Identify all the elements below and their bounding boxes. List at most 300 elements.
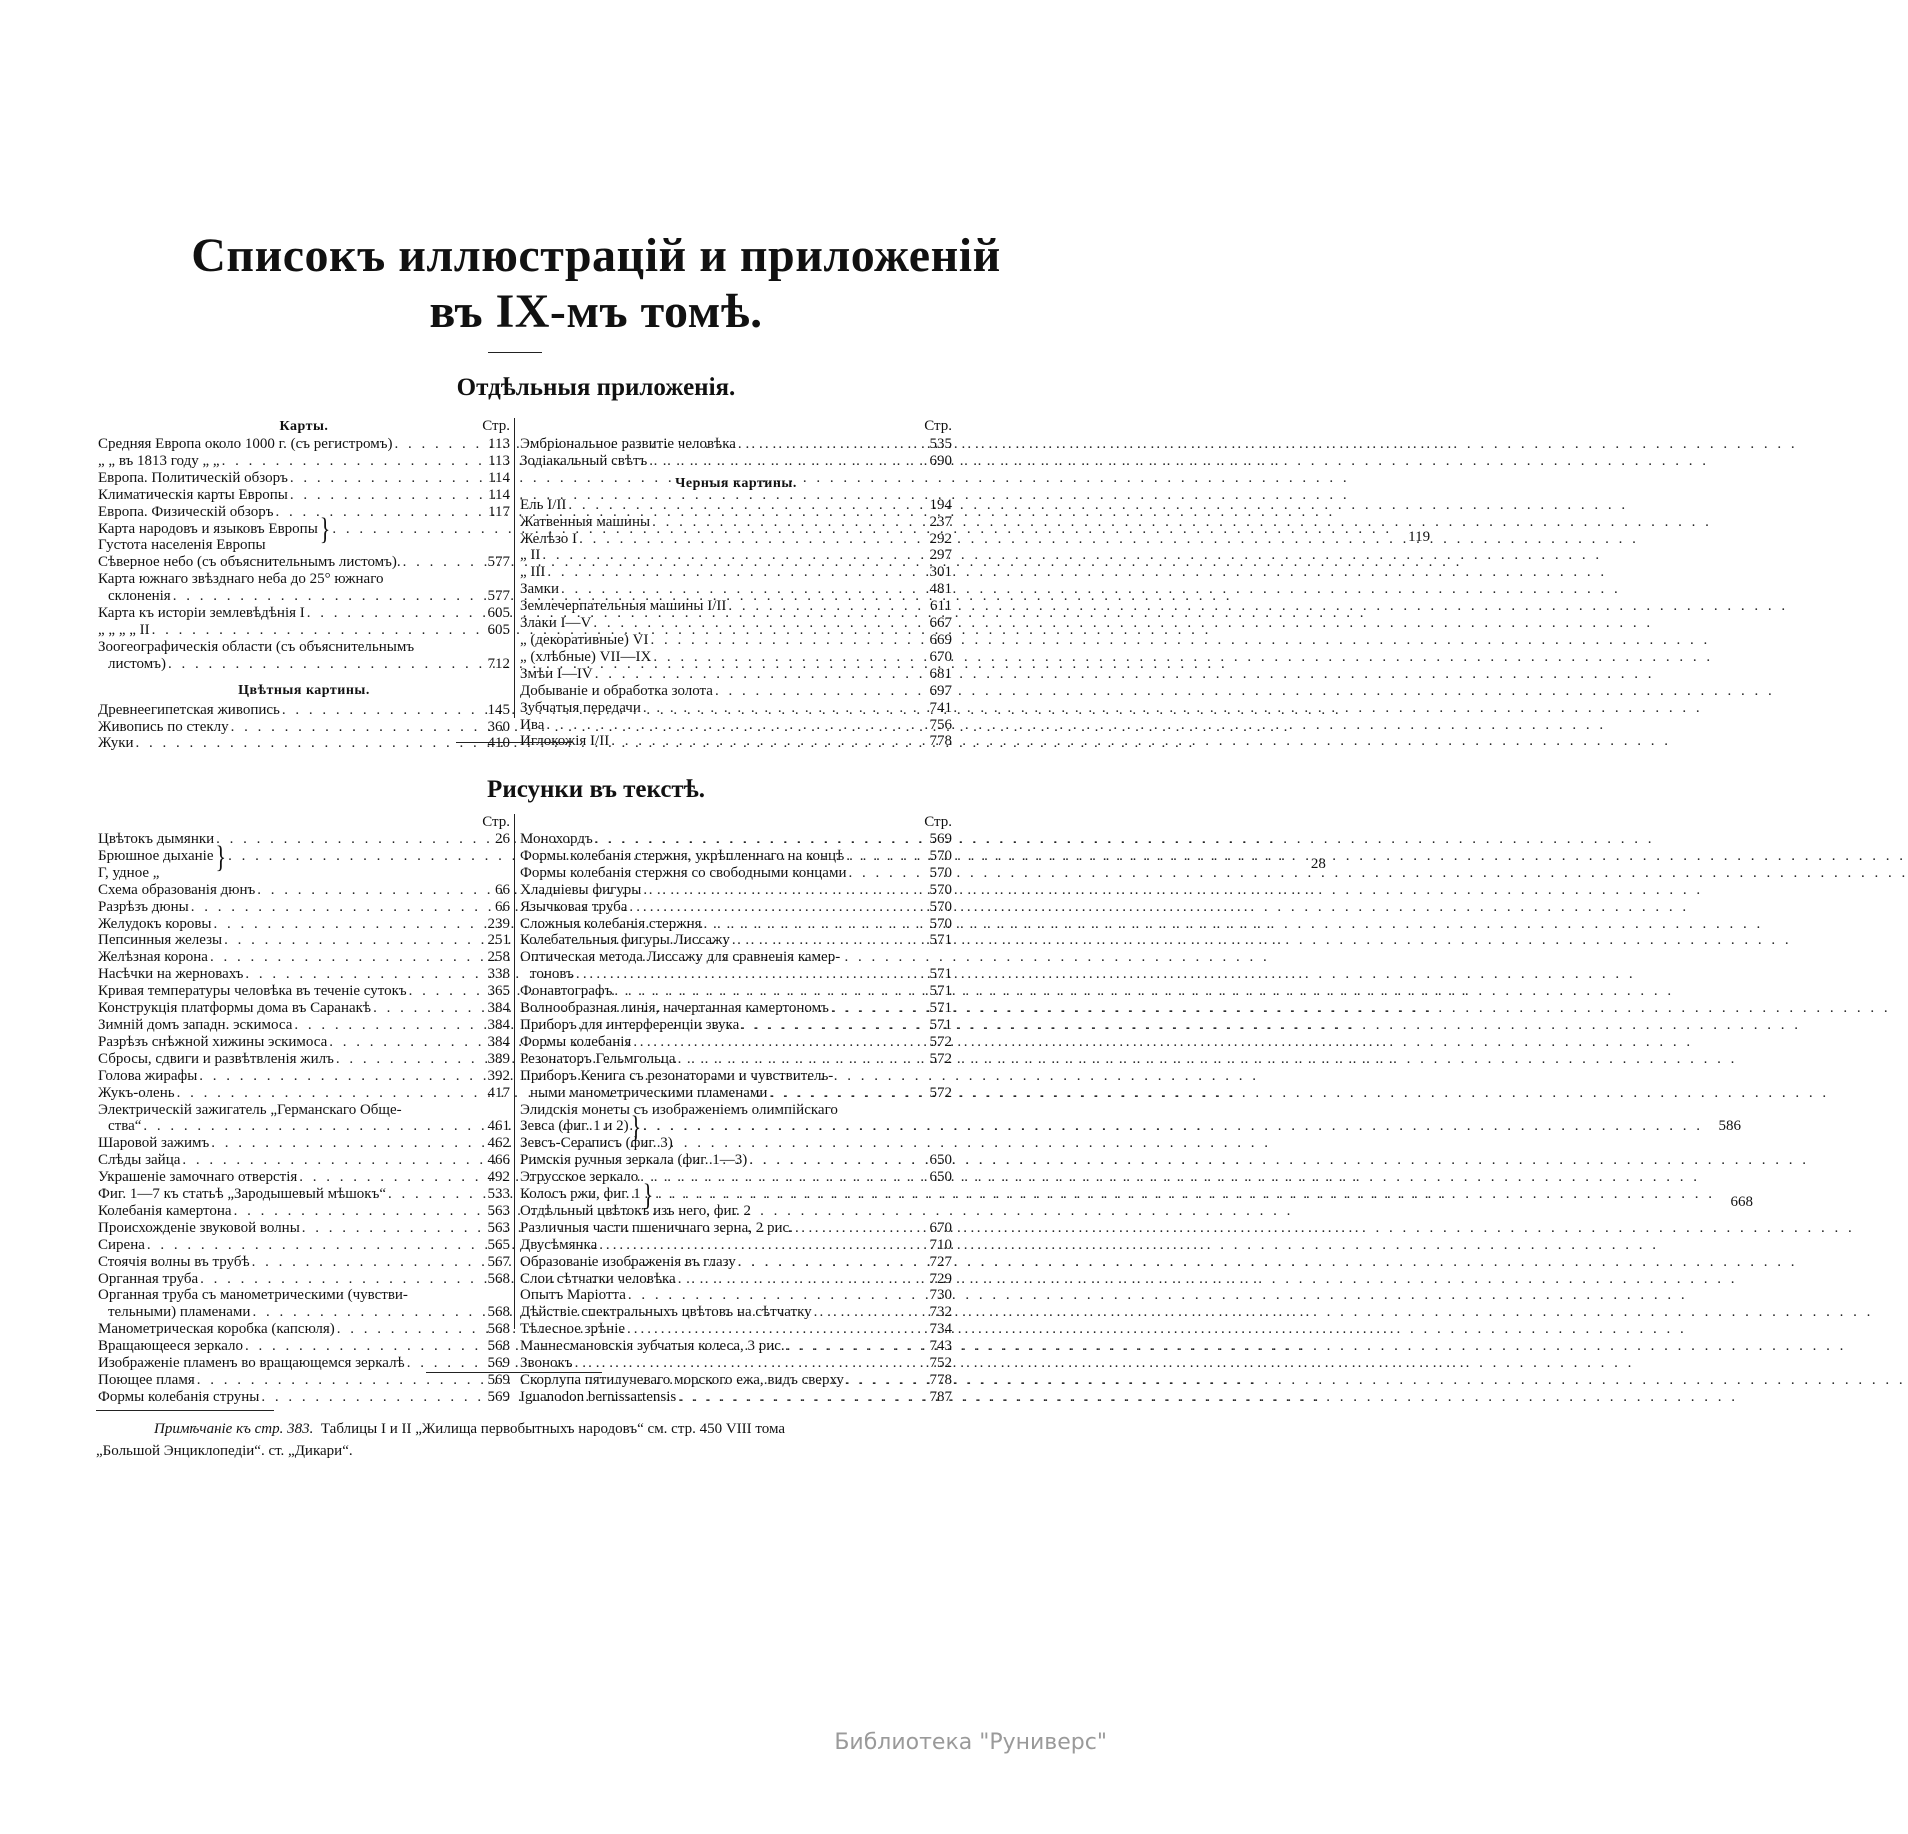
list-item [98, 1034, 510, 1051]
leader-dots [627, 1321, 914, 1338]
leader-dots [643, 700, 914, 717]
leader-dots [216, 831, 472, 848]
page-number: 756 [929, 716, 952, 733]
list-item [520, 700, 952, 717]
list-item-line [520, 949, 952, 966]
page-number: 569 [487, 1388, 510, 1405]
list-item-text: Фонавтографъ [520, 983, 613, 1000]
page-number: 570 [929, 915, 952, 932]
list-item-text: Зевсъ-Сераписъ (фиг. 3) [520, 1135, 673, 1152]
list-item [520, 916, 952, 933]
list-item-text: Замки [520, 581, 559, 598]
list-item-text: Живопись по стеклу [98, 718, 229, 735]
leader-dots [177, 1085, 472, 1102]
leader-dots [579, 531, 914, 548]
leader-dots [738, 436, 914, 453]
list-item-text: „ „ въ 1813 году „ „ [98, 452, 220, 469]
list-item-text: ными манометрическими пламенами [530, 1084, 768, 1101]
leader-dots [629, 899, 914, 916]
page-number: 577 [487, 554, 510, 571]
list-item [98, 605, 510, 622]
page-number: 571 [929, 1000, 952, 1017]
leader-dots [547, 564, 914, 581]
leader-dots [143, 1118, 472, 1135]
leader-dots [614, 983, 914, 1000]
page-number: 360 [487, 718, 510, 735]
page-number: 778 [929, 733, 952, 750]
list-item-text: „ (декоративные) VI [520, 631, 649, 648]
list-item-text: Звонокъ [520, 1355, 573, 1372]
list-item [520, 1152, 952, 1169]
page-number: 697 [929, 682, 952, 699]
list-item-text: Отдѣльный цвѣтокъ изъ него, фиг. 2 [520, 1202, 751, 1219]
list-item [520, 733, 952, 750]
page-number: 569 [487, 1372, 510, 1388]
page-number: 670 [929, 648, 952, 665]
page-number: 194 [929, 496, 952, 513]
page-number: 26 [495, 831, 510, 847]
leader-dots [373, 1000, 472, 1017]
footnote-rule [96, 1410, 274, 1411]
library-watermark: Библиотека "Руниверс" [834, 1730, 1107, 1755]
leader-dots [593, 615, 914, 632]
page-number: 570 [929, 881, 952, 898]
page-number: 461 [487, 1118, 510, 1135]
column-divider [514, 418, 515, 718]
list-item [98, 436, 510, 453]
list-item-text: Разрѣзъ снѣжной хижины эскимоса [98, 1033, 328, 1050]
list-item [98, 470, 510, 487]
list-item [520, 1237, 952, 1254]
list-item-text: Манометрическая коробка (капсюля) [98, 1321, 335, 1338]
list-item-text: Густота населенія Европы [98, 537, 266, 554]
list-item-text: Хладніевы фигуры [520, 881, 642, 898]
page-number: 301 [929, 564, 952, 581]
page-number: 410 [487, 735, 510, 752]
list-item-text: Iguanodon bernissartensis [520, 1388, 677, 1405]
list-item-text: Монохордъ [520, 831, 593, 847]
list-item-line [98, 1287, 510, 1304]
list-item [98, 949, 510, 966]
page-number: 571 [929, 932, 952, 949]
list-item-text: Сбросы, сдвиги и развѣтвленія жилъ [98, 1050, 334, 1067]
list-item [98, 1203, 510, 1220]
list-item [520, 1034, 952, 1051]
list-item-text: Опытъ Маріотта [520, 1287, 626, 1304]
list-item [520, 649, 952, 666]
page-number: 365 [487, 983, 510, 1000]
list-item-text: Добываніе и обработка золота [520, 682, 713, 699]
list-item [98, 1389, 510, 1406]
leader-dots [848, 865, 914, 882]
page-title-line2: въ IX-мъ томѣ. [429, 285, 763, 338]
leader-dots [728, 598, 914, 615]
group-lines [520, 1102, 1705, 1153]
list-item-text: Пепсинныя железы [98, 932, 223, 949]
list-item [520, 1355, 952, 1372]
list-item-text: „ III [520, 564, 546, 581]
list-item-text: Волнообразная линія, начертанная камертономъ [520, 1000, 829, 1017]
leader-dots [182, 1152, 472, 1169]
page-number: 732 [929, 1304, 952, 1321]
list-item-text: Жуки [98, 735, 134, 752]
page-number: 568 [487, 1321, 510, 1338]
leader-dots [403, 554, 472, 571]
page-number: 481 [929, 581, 952, 598]
list-item [98, 554, 510, 571]
list-item-text: Европа. Политическій обзоръ [98, 469, 288, 486]
page-number: 670 [929, 1219, 952, 1236]
list-item [520, 1254, 952, 1271]
list-item [98, 1051, 510, 1068]
list-item-line [520, 1203, 1717, 1220]
list-item [520, 932, 952, 949]
list-item [520, 949, 952, 983]
list-item-line [98, 1118, 510, 1135]
leader-dots [678, 1389, 914, 1406]
leader-dots [234, 1203, 472, 1220]
list-item [98, 983, 510, 1000]
leader-dots [678, 1271, 914, 1288]
list-item-text: Средняя Европа около 1000 г. (съ регистромъ) [98, 436, 393, 452]
leader-dots [640, 1169, 914, 1186]
leader-dots [611, 733, 914, 750]
list-item-text: Слѣды зайца [98, 1152, 181, 1169]
list-item-line [520, 1135, 1705, 1152]
page-number: 462 [487, 1135, 510, 1152]
page-number: 384 [487, 1016, 510, 1033]
page-number: 114 [488, 469, 510, 486]
page-number: 533 [487, 1186, 510, 1203]
leader-dots [214, 916, 473, 933]
page-number: 569 [929, 831, 952, 847]
page-number: 258 [487, 949, 510, 966]
page-number: 568 [487, 1304, 510, 1321]
list-item [98, 453, 510, 470]
subhead-color-plates: Цвѣтныя картины. [238, 682, 370, 698]
page-number: 570 [929, 898, 952, 915]
list-item-text: Г, удное „ [98, 864, 160, 881]
footnote-text-line2: „Большой Энциклопедіи“. ст. „Дикари“. [96, 1443, 353, 1459]
list-item-text: Карта народовъ и языковъ Европы [98, 520, 318, 537]
page-number: 727 [929, 1253, 952, 1270]
leader-dots [231, 719, 472, 736]
section-heading-appendices: Отдѣльныя приложенія. [456, 374, 736, 401]
page-number: 563 [487, 1219, 510, 1236]
leader-dots [655, 1186, 1715, 1203]
leader-dots [290, 470, 472, 487]
list-item [520, 1051, 952, 1068]
list-item [98, 1355, 510, 1372]
leader-dots [222, 453, 472, 470]
list-item-text: тоновъ [530, 966, 574, 983]
list-item-text: Иглокожія I/II [520, 733, 610, 750]
list-item-text: Зодіакальный свѣтъ [520, 452, 648, 469]
page-number: 251 [487, 932, 510, 949]
list-item [520, 1169, 952, 1186]
page-number: 292 [929, 530, 952, 547]
brace: } [630, 1109, 642, 1145]
list-item [520, 564, 952, 581]
list-item-text: Приборъ Кенига съ резонаторами и чувствитель- [520, 1067, 834, 1084]
list-item [520, 831, 952, 848]
page-number: 690 [929, 452, 952, 469]
list-item [98, 916, 510, 933]
list-item [520, 1068, 952, 1102]
list-item-text: Органная труба [98, 1270, 199, 1287]
page-number: 668 [1730, 1194, 1753, 1211]
page-number: 119 [1408, 528, 1431, 545]
page-number: 114 [488, 486, 510, 503]
footnote-label: Примѣчаніе къ стр. 383. [154, 1421, 314, 1437]
list-item-text: Змѣи I—IV [520, 665, 593, 682]
leader-dots [275, 504, 472, 521]
list-item [98, 1186, 510, 1203]
list-item [520, 1271, 952, 1288]
list-item-text: Органная труба съ манометрическими (чувстви- [98, 1287, 408, 1304]
list-item [98, 1271, 510, 1288]
page-number: 565 [487, 1236, 510, 1253]
leader-dots [568, 497, 914, 514]
leader-dots [290, 487, 472, 504]
page-number: 669 [929, 631, 952, 648]
list-item [520, 666, 952, 683]
list-item-text: Происхожденіе звуковой волны [98, 1219, 300, 1236]
list-item [98, 882, 510, 899]
list-item-group [520, 1101, 1741, 1153]
list-item-text: Стоячія волны въ трубѣ [98, 1253, 250, 1270]
list-item-text: Карта къ исторіи землевѣдѣнія I [98, 605, 305, 622]
list-item-text: Зубчатыя передачи [520, 699, 641, 716]
page-number: 384 [487, 1000, 510, 1017]
page-header: Стр. [924, 814, 952, 830]
list-item [520, 514, 952, 531]
page-number: 535 [929, 436, 952, 452]
leader-dots [738, 1254, 914, 1271]
list-item-text: Брюшное дыханіе [98, 847, 214, 864]
leader-dots [831, 1000, 914, 1017]
page-number: 145 [487, 701, 510, 718]
leader-dots [152, 622, 472, 639]
page-number: 28 [1310, 856, 1326, 873]
list-item-text: Климатическія карты Европы [98, 486, 288, 503]
page-number: 392 [487, 1067, 510, 1084]
list-item-text: Формы колебанія [520, 1033, 632, 1050]
list-item-text: Сѣверное небо (съ объяснительнымъ листомъ). [98, 554, 401, 571]
leader-dots [595, 666, 914, 683]
page-number: 571 [929, 1016, 952, 1033]
list-item [98, 1321, 510, 1338]
list-item [520, 581, 952, 598]
leader-dots [787, 1338, 914, 1355]
leader-dots [715, 683, 914, 700]
page-number: 605 [487, 605, 510, 622]
list-item-text: Схема образованія дюнъ [98, 881, 256, 898]
list-item [98, 899, 510, 916]
page-number: 338 [487, 966, 510, 983]
page-number: 752 [929, 1355, 952, 1372]
list-item-text: Украшеніе замочнаго отверстія [98, 1169, 298, 1186]
list-item-text: Карта южнаго звѣзднаго неба до 25° южнаго [98, 571, 384, 588]
leader-dots [394, 436, 472, 453]
list-item-text: Сирена [98, 1236, 145, 1253]
appendices-right-column [520, 418, 952, 750]
list-item-text: Элидскія монеты съ изображеніемъ олимпійскаго [520, 1101, 838, 1118]
list-item [98, 1287, 510, 1321]
list-item [98, 487, 510, 504]
leader-dots [542, 547, 914, 564]
section-rule [456, 742, 572, 743]
leader-dots [307, 605, 472, 622]
page-number: 611 [930, 598, 952, 615]
leader-dots [814, 1304, 914, 1321]
page-number: 734 [929, 1321, 952, 1338]
subhead-maps: Карты. [279, 419, 329, 434]
list-item [98, 1169, 510, 1186]
list-item-text: Зоогеографическія области (съ объяснительнымъ [98, 638, 415, 655]
list-item-text: Цвѣтокъ дымянки [98, 831, 215, 847]
list-item-text: Оптическая метода Лиссажу для сравненія камер- [520, 949, 841, 966]
leader-dots [199, 1068, 472, 1085]
list-item [520, 1000, 952, 1017]
list-item-text: Маннесмановскія зубчатыя колеса, 3 рис. [520, 1338, 785, 1355]
list-item-text: Формы колебанія стержня, укрѣпленнаго на концѣ [520, 847, 845, 864]
footnote-text: Таблицы I и II „Жилища первобытныхъ народовъ“ см. стр. 450 VIII тома [320, 1421, 786, 1437]
page-number: 417 [487, 1084, 510, 1101]
leader-dots [210, 949, 472, 966]
list-item [98, 1372, 510, 1389]
page-number: 570 [929, 847, 952, 864]
page-number: 710 [929, 1236, 952, 1253]
leader-dots [197, 1372, 472, 1389]
list-item-text: Голова жирафы [98, 1067, 198, 1084]
list-item [520, 848, 952, 865]
list-item [98, 504, 510, 521]
leader-dots [200, 1271, 472, 1288]
subhead-black-plates: Черныя картины. [675, 475, 797, 491]
list-item [98, 1102, 510, 1136]
list-item-text: Тѣлесное зрѣніе [520, 1321, 626, 1338]
leader-dots [628, 1287, 914, 1304]
leader-dots [653, 649, 914, 666]
list-item-text: „ II [520, 547, 541, 564]
list-item-text: Колебательныя фигуры Лиссажу [520, 932, 730, 949]
page-number: 741 [929, 699, 952, 716]
leader-dots [299, 1169, 472, 1186]
section-rule [426, 1372, 602, 1373]
leader-dots [741, 1017, 914, 1034]
page-number: 572 [929, 1084, 952, 1101]
list-item [520, 615, 952, 632]
list-item-text: Конструкція платформы дома въ Саранакѣ [98, 1000, 372, 1017]
page-number: 570 [929, 864, 952, 881]
leader-dots [599, 1237, 914, 1254]
list-item-text: Землечерпательныя машины I/II [520, 598, 727, 615]
list-item-line [520, 966, 952, 983]
list-item-text: Поющее пламя [98, 1372, 195, 1388]
list-item [98, 1338, 510, 1355]
leader-dots [191, 899, 472, 916]
leader-dots [252, 1304, 472, 1321]
list-item [520, 1321, 952, 1338]
list-item [98, 1068, 510, 1085]
leader-dots [732, 932, 914, 949]
list-item-text: Разрѣзъ дюны [98, 898, 189, 915]
leader-dots [388, 1186, 472, 1203]
page-number: 569 [487, 1355, 510, 1372]
page-header: Стр. [482, 418, 510, 434]
list-item-text: Формы колебанія струны [98, 1388, 260, 1405]
page-number: 113 [488, 436, 510, 452]
leader-dots [294, 1017, 472, 1034]
leader-dots [846, 1372, 914, 1389]
list-item-text: Фиг. 1—7 къ статьѣ „Зародышевый мѣшокъ“ [98, 1186, 386, 1203]
list-item [98, 702, 510, 719]
page-number: 577 [487, 588, 510, 605]
leader-dots [704, 916, 914, 933]
list-item-text: Ива [520, 716, 545, 733]
list-item-text: ства“ [108, 1118, 142, 1135]
title-rule [488, 352, 542, 353]
list-item-text: Различныя части пшеничнаго зерна, 2 рис. [520, 1219, 793, 1236]
list-item [520, 683, 952, 700]
list-item-text: Скорлупа пятилучеваго морского ежа, видъ сверху [520, 1372, 844, 1388]
list-item [98, 932, 510, 949]
list-item-text: „ „ „ „ II [98, 621, 150, 638]
leader-dots [546, 717, 914, 734]
page-number: 117 [488, 503, 510, 520]
list-item [520, 882, 952, 899]
list-item-text: Жукъ-олень [98, 1084, 175, 1101]
list-item-text: Злаки I—V [520, 615, 592, 632]
list-item-text: склоненія [108, 588, 171, 605]
page-number: 605 [487, 621, 510, 638]
list-item-group: Карта народовъ и языковъ Европы } . . . Густота населенія Европы 119 [98, 521, 510, 555]
page-number: 563 [487, 1202, 510, 1219]
column-divider [514, 814, 515, 1329]
list-item-text: Желѣзо I [520, 530, 578, 547]
page-number: 568 [487, 1270, 510, 1287]
leader-dots [595, 831, 914, 848]
list-item-text: Изображеніе пламенъ во вращающемся зеркалѣ [98, 1355, 405, 1372]
list-item-text: Эмбріональное развитіе человѣка [520, 436, 736, 452]
list-item [98, 1237, 510, 1254]
page-number: 667 [929, 615, 952, 632]
list-item-text: Древнеегипетская живопись [98, 701, 280, 718]
list-item-text: Этрусское зеркало [520, 1169, 639, 1186]
list-item [520, 899, 952, 916]
page-title-line1: Списокъ иллюстрацій и приложеній [191, 229, 1001, 282]
leader-dots [643, 882, 914, 899]
leader-dots [678, 1051, 914, 1068]
leader-dots [245, 966, 472, 983]
list-item-text: Образованіе изображенія въ глазу [520, 1253, 736, 1270]
page-number: 297 [929, 547, 952, 564]
section-heading-figures: Рисунки въ текстѣ. [487, 776, 705, 803]
page-number: 389 [487, 1050, 510, 1067]
leader-dots [337, 1321, 472, 1338]
list-item [520, 547, 952, 564]
list-item [98, 1017, 510, 1034]
list-item-line [520, 1085, 952, 1102]
list-item [98, 719, 510, 736]
list-item-line [98, 1102, 510, 1119]
leader-dots [576, 966, 914, 983]
leader-dots [575, 1355, 914, 1372]
list-item-text: Шаровой зажимъ [98, 1135, 210, 1152]
list-item [520, 1389, 952, 1406]
list-item-text: Зимній домъ западн. эскимоса [98, 1016, 293, 1033]
